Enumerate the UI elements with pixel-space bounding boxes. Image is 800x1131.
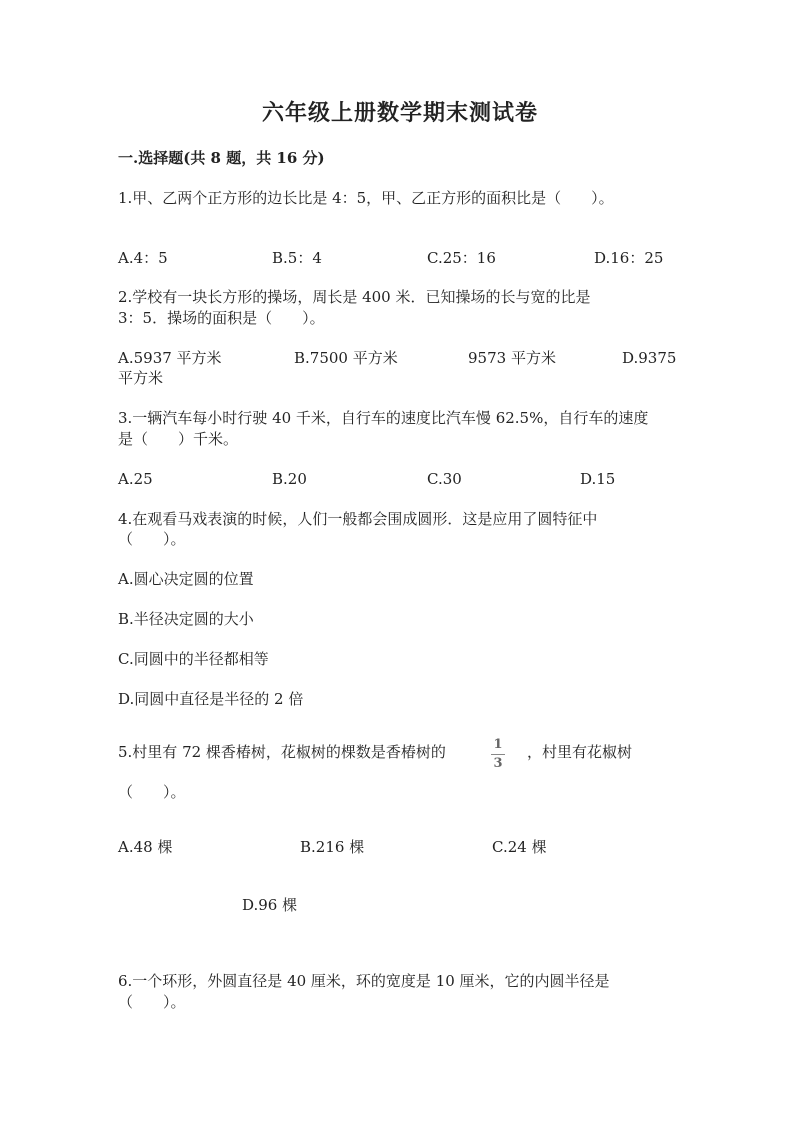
question-3-option-a[interactable]: A.25 [118,470,153,488]
question-2-option-d-wrap: 平方米 [118,369,164,387]
question-5-option-d[interactable]: D.96 棵 [242,896,298,914]
fraction-denominator: 3 [493,756,503,771]
question-3-stem-line-2: 是（ ）千米。 [118,430,239,448]
section-heading: 一.选择题(共 8 题，共 16 分) [118,149,325,167]
question-2-option-c[interactable]: 9573 平方米 [468,349,556,367]
question-5-stem-part-1: 5.村里有 72 棵香椿树，花椒树的棵数是香椿树的 [118,743,446,761]
question-5-option-b[interactable]: B.216 棵 [300,838,365,856]
fraction-bar [491,754,505,755]
question-5-stem-part-2: ，村里有花椒树 [527,743,633,761]
page-title: 六年级上册数学期末测试卷 [261,100,538,126]
question-1-option-b[interactable]: B.5：4 [272,249,322,267]
question-4-stem-line-2: （ ）。 [118,530,186,548]
question-3-option-b[interactable]: B.20 [272,470,307,488]
question-1-option-a[interactable]: A.4：5 [118,249,168,267]
question-4-option-a[interactable]: A.圆心决定圆的位置 [118,570,254,588]
question-5-option-c[interactable]: C.24 棵 [492,838,547,856]
question-2-option-d[interactable]: D.9375 [622,349,677,367]
question-6-stem-line-2: （ ）。 [118,993,186,1011]
question-4-option-b[interactable]: B.半径决定圆的大小 [118,610,254,628]
question-2-option-a[interactable]: A.5937 平方米 [118,349,222,367]
fraction-numerator: 1 [493,737,503,752]
question-3-option-c[interactable]: C.30 [427,470,462,488]
question-2-stem-line-2: 3：5．操场的面积是（ ）。 [118,309,325,327]
question-3-stem-line-1: 3.一辆汽车每小时行驶 40 千米，自行车的速度比汽车慢 62.5%，自行车的速度 [118,409,649,427]
question-1-option-c[interactable]: C.25：16 [427,249,496,267]
question-4-stem-line-1: 4.在观看马戏表演的时候，人们一般都会围成圆形．这是应用了圆特征中 [118,510,598,528]
question-6-stem-line-1: 6.一个环形，外圆直径是 40 厘米，环的宽度是 10 厘米，它的内圆半径是 [118,972,610,990]
question-3-option-d[interactable]: D.15 [580,470,616,488]
question-4-option-c[interactable]: C.同圆中的半径都相等 [118,650,269,668]
question-1-stem: 1.甲、乙两个正方形的边长比是 4：5，甲、乙正方形的面积比是（ ）。 [118,189,614,207]
question-5-option-a[interactable]: A.48 棵 [118,838,173,856]
fraction-one-third [491,738,505,771]
question-2-stem-line-1: 2.学校有一块长方形的操场，周长是 400 米．已知操场的长与宽的比是 [118,288,591,306]
question-1-option-d[interactable]: D.16：25 [594,249,664,267]
question-5-stem-line-2: （ ）。 [118,783,186,801]
question-4-option-d[interactable]: D.同圆中直径是半径的 2 倍 [118,690,304,708]
question-2-option-b[interactable]: B.7500 平方米 [294,349,398,367]
